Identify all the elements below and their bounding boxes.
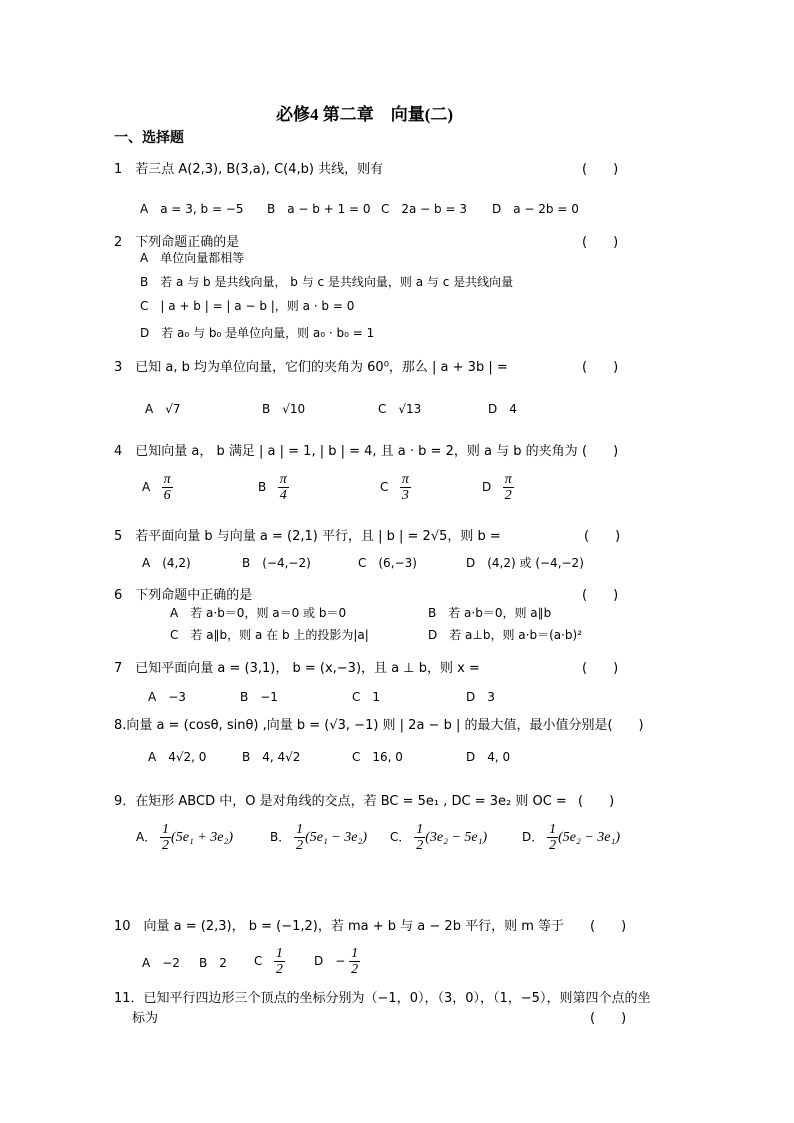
fraction <box>503 472 514 503</box>
q7-option-a: A −3 <box>148 690 186 704</box>
option-letter: C <box>380 480 389 494</box>
q10-option-b: B 2 <box>199 956 227 970</box>
fraction-denominator: 2 <box>162 838 170 853</box>
fraction <box>414 822 425 853</box>
option-letter: D − <box>314 954 346 968</box>
fraction-numerator: π <box>504 472 512 487</box>
q1-option-d: D a − 2b = 0 <box>492 202 579 216</box>
fraction-denominator: 2 <box>275 962 283 977</box>
question-2-stem: 2 下列命题正确的是 <box>114 235 240 250</box>
answer-paren: ( ) <box>582 360 619 375</box>
q2-option-d: D 若 a₀ 与 b₀ 是单位向量，则 a₀ · b₀ = 1 <box>140 326 375 340</box>
option-letter: B <box>258 480 267 494</box>
q9-option-c <box>390 822 487 853</box>
answer-paren: ( ) <box>590 1011 627 1026</box>
fraction <box>278 472 289 503</box>
question-5-stem: 5 若平面向量 b 与向量 a = (2,1) 平行，且 | b | = 2√5，则 b = <box>114 529 501 544</box>
q9-option-b <box>270 822 367 853</box>
option-expression: (5e₂ − 3e₁) <box>558 830 621 845</box>
option-expression: (5e₁ + 3e₂) <box>171 830 233 845</box>
fraction-numerator: 1 <box>162 822 170 837</box>
fraction <box>162 472 173 503</box>
answer-paren: ( ) <box>578 794 615 809</box>
question-11-line-1: 11．已知平行四边形三个顶点的坐标分别为（−1，0），（3，0），（1，−5），则第四个点的坐 <box>114 991 651 1006</box>
question-11-line-2: 标为 <box>132 1011 159 1026</box>
section-heading: 一、选择题 <box>114 130 184 146</box>
q10-option-c <box>254 946 285 977</box>
q7-option-d: D 3 <box>466 690 495 704</box>
q1-option-b: B a − b + 1 = 0 <box>267 202 371 216</box>
q4-option-c <box>380 472 411 503</box>
question-4-stem: 4 已知向量 a， b 满足 | a | = 1, | b | = 4, 且 a · b = 2，则 a 与 b 的夹角为 <box>114 444 578 459</box>
fraction-numerator: 1 <box>416 822 424 837</box>
option-expression: (3e₂ − 5e₁) <box>425 830 488 845</box>
answer-paren: ( ) <box>582 235 619 250</box>
q6-option-c: C 若 a∥b，则 a 在 b 上的投影为|a| <box>170 628 369 642</box>
q6-option-a: A 若 a·b＝0，则 a＝0 或 b＝0 <box>170 606 347 620</box>
fraction-numerator: π <box>279 472 287 487</box>
question-7-stem: 7 已知平面向量 a = (3,1)， b = (x,−3)，且 a ⊥ b，则 x = <box>114 661 480 676</box>
option-letter: C． <box>390 830 411 844</box>
q4-option-d <box>482 472 514 503</box>
option-letter: D． <box>522 830 544 844</box>
q8-option-b: B 4, 4√2 <box>242 750 301 764</box>
fraction-denominator: 2 <box>416 838 424 853</box>
fraction <box>294 822 305 853</box>
fraction-denominator: 3 <box>401 488 409 503</box>
q2-option-a: A 单位向量都相等 <box>140 251 245 265</box>
question-9-stem: 9．在矩形 ABCD 中，O 是对角线的交点，若 BC = 5e₁ , DC = 3e₂ 则 OC = <box>114 794 567 809</box>
fraction-numerator: 1 <box>549 822 557 837</box>
fraction-denominator: 4 <box>279 488 287 503</box>
q3-option-c: C √13 <box>378 402 422 416</box>
answer-paren: ( ) <box>590 919 627 934</box>
q10-option-d <box>314 946 360 977</box>
fraction <box>547 822 558 853</box>
page-title: 必修4 第二章 向量(二) <box>276 105 454 124</box>
option-letter: A <box>142 480 151 494</box>
answer-paren: ( ) <box>584 529 621 544</box>
q7-option-c: C 1 <box>352 690 381 704</box>
option-letter: B． <box>270 830 291 844</box>
fraction-numerator: 1 <box>296 822 304 837</box>
q3-option-a: A √7 <box>145 402 181 416</box>
answer-paren: ( ) <box>582 661 619 676</box>
q2-option-b: B 若 a 与 b 是共线向量， b 与 c 是共线向量，则 a 与 c 是共线向量 <box>140 275 514 289</box>
q5-option-d: D (4,2) 或 (−4,−2) <box>466 556 584 570</box>
question-6-stem: 6 下列命题中正确的是 <box>114 588 253 603</box>
answer-paren: ( ) <box>582 444 619 459</box>
fraction-denominator: 2 <box>549 838 557 853</box>
fraction <box>349 946 360 977</box>
q8-option-c: C 16, 0 <box>352 750 403 764</box>
option-expression: (5e₁ − 3e₂) <box>305 830 367 845</box>
q1-option-a: A a = 3, b = −5 <box>140 202 244 216</box>
q6-option-b: B 若 a·b＝0，则 a∥b <box>428 606 552 620</box>
q2-option-c: C | a + b | = | a − b |，则 a · b = 0 <box>140 299 355 313</box>
q1-option-c: C 2a − b = 3 <box>381 202 467 216</box>
q8-option-a: A 4√2, 0 <box>148 750 207 764</box>
question-3-stem: 3 已知 a, b 均为单位向量，它们的夹角为 60⁰，那么 | a + 3b | = <box>114 360 508 375</box>
fraction-denominator: 6 <box>163 488 171 503</box>
fraction <box>160 822 171 853</box>
fraction-numerator: 1 <box>351 946 359 961</box>
fraction-numerator: π <box>401 472 409 487</box>
q10-option-a: A −2 <box>142 956 180 970</box>
q9-option-d <box>522 822 620 853</box>
q7-option-b: B −1 <box>240 690 278 704</box>
fraction-denominator: 2 <box>351 962 359 977</box>
fraction <box>274 946 285 977</box>
fraction-denominator: 2 <box>504 488 512 503</box>
fraction-denominator: 2 <box>296 838 304 853</box>
question-1-stem: 1 若三点 A(2,3), B(3,a), C(4,b) 共线，则有 <box>114 162 384 177</box>
q5-option-c: C (6,−3) <box>358 556 417 570</box>
q4-option-b <box>258 472 289 503</box>
q4-option-a <box>142 472 173 503</box>
q9-option-a <box>136 822 233 853</box>
question-8-stem: 8.向量 a = (cosθ, sinθ) ,向量 b = (√3, −1) 则 | 2a − b | 的最大值，最小值分别是( ) <box>114 718 644 733</box>
q3-option-d: D 4 <box>488 402 517 416</box>
fraction-numerator: π <box>163 472 171 487</box>
option-letter: A． <box>136 830 157 844</box>
fraction-numerator: 1 <box>275 946 283 961</box>
option-letter: D <box>482 480 492 494</box>
q5-option-a: A (4,2) <box>142 556 191 570</box>
answer-paren: ( ) <box>582 588 619 603</box>
option-letter: C <box>254 954 263 968</box>
q5-option-b: B (−4,−2) <box>242 556 311 570</box>
answer-paren: ( ) <box>582 162 619 177</box>
q8-option-d: D 4, 0 <box>466 750 511 764</box>
q3-option-b: B √10 <box>262 402 306 416</box>
q6-option-d: D 若 a⊥b，则 a·b＝(a·b)² <box>428 628 583 642</box>
fraction <box>400 472 411 503</box>
question-10-stem: 10 向量 a = (2,3)， b = (−1,2)，若 ma + b 与 a − 2b 平行，则 m 等于 <box>114 919 565 934</box>
